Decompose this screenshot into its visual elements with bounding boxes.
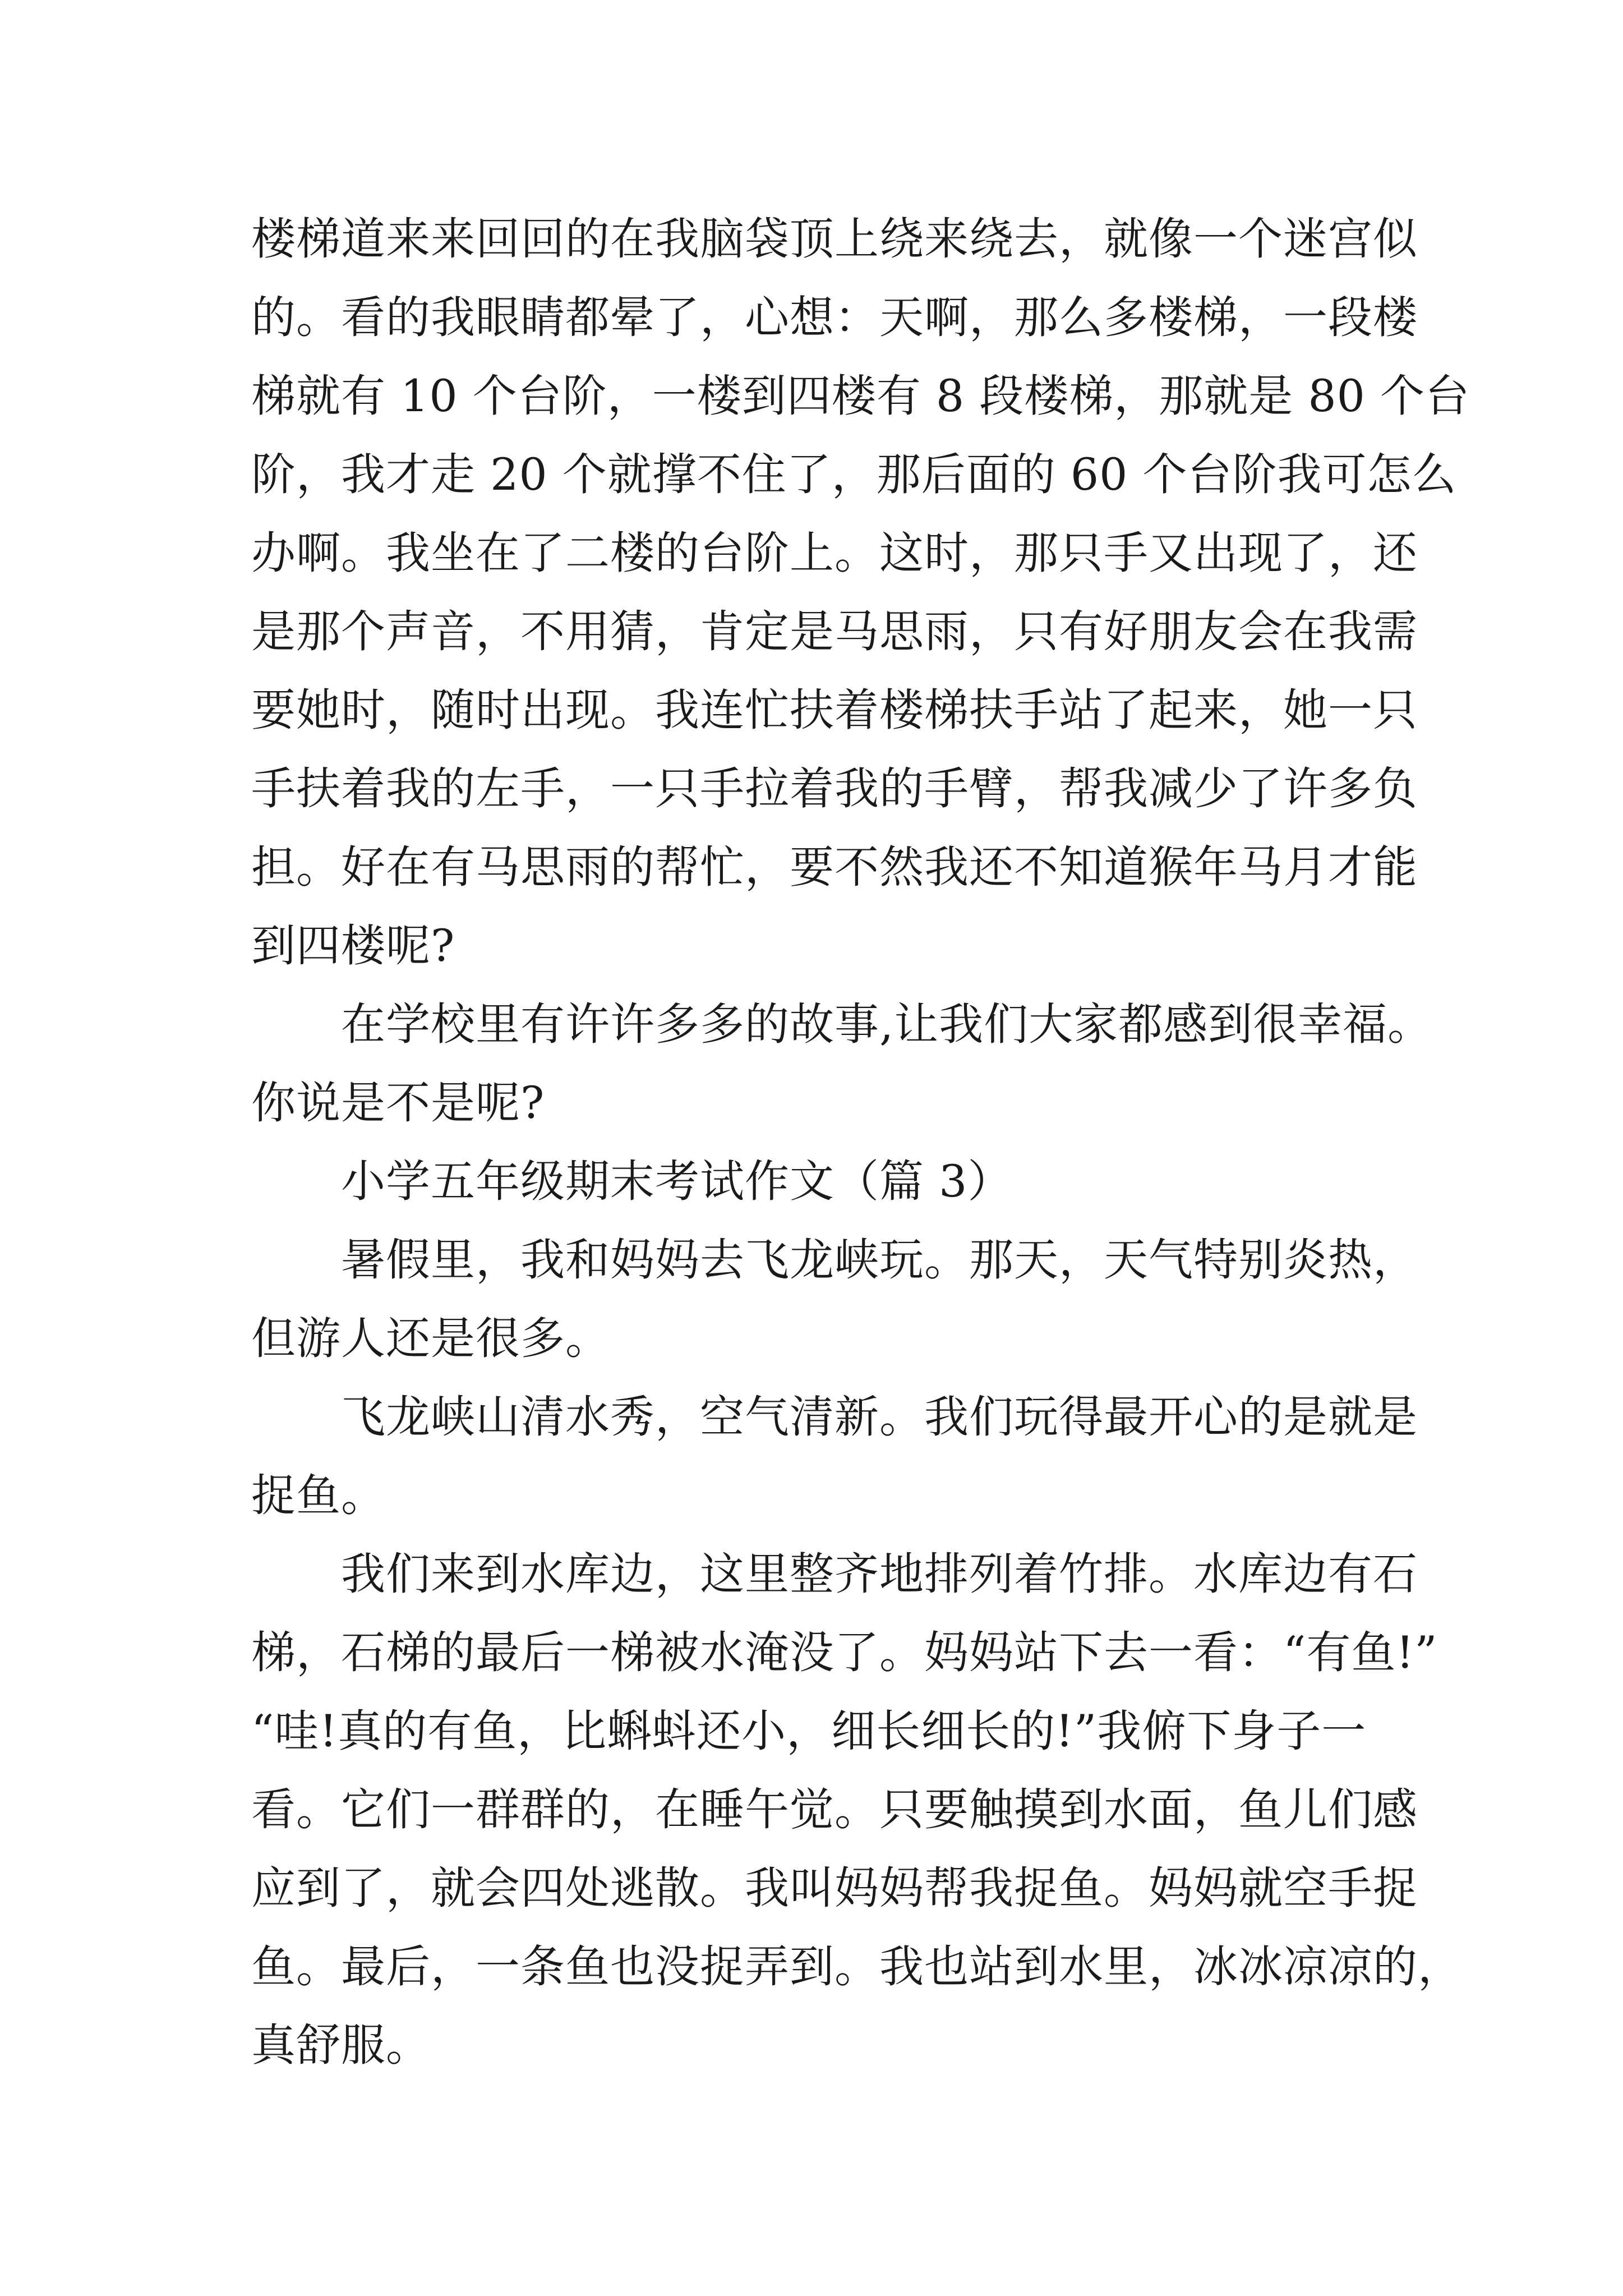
text-line: 担。好在有马思雨的帮忙，要不然我还不知道猴年马月才能 xyxy=(251,841,1418,893)
text-line: 梯，石梯的最后一梯被水淹没了。妈妈站下去一看：“有鱼!” xyxy=(251,1627,1438,1678)
paragraph-start-line: 我们来到水库边，这里整齐地排列着竹排。水库边有石 xyxy=(341,1548,1418,1600)
paragraph-start-line: 飞龙峡山清水秀，空气清新。我们玩得最开心的是就是 xyxy=(341,1391,1418,1443)
text-line: 要她时，随时出现。我连忙扶着楼梯扶手站了起来，她一只 xyxy=(251,684,1418,736)
text-line: 楼梯道来来回回的在我脑袋顶上绕来绕去，就像一个迷宫似 xyxy=(251,213,1418,265)
paragraph-start-line: 暑假里，我和妈妈去飞龙峡玩。那天，天气特别炎热， xyxy=(341,1234,1418,1286)
text-line: 办啊。我坐在了二楼的台阶上。这时，那只手又出现了，还 xyxy=(251,527,1418,579)
text-line: 是那个声音，不用猜，肯定是马思雨，只有好朋友会在我需 xyxy=(251,606,1418,657)
text-line: 但游人还是很多。 xyxy=(251,1313,610,1364)
text-line: 应到了，就会四处逃散。我叫妈妈帮我捉鱼。妈妈就空手捉 xyxy=(251,1862,1418,1914)
document-body xyxy=(251,200,1470,2085)
text-line: 到四楼呢? xyxy=(251,920,455,972)
paragraph-start-line: 在学校里有许许多多的故事,让我们大家都感到很幸福。 xyxy=(341,999,1433,1050)
text-line: 你说是不是呢? xyxy=(251,1077,545,1129)
text-line: 真舒服。 xyxy=(251,2019,431,2071)
text-line: 阶，我才走 20 个就撑不住了，那后面的 60 个台阶我可怎么 xyxy=(251,449,1457,500)
text-line: 看。它们一群群的，在睡午觉。只要触摸到水面，鱼儿们感 xyxy=(251,1784,1418,1835)
text-line: 梯就有 10 个台阶，一楼到四楼有 8 段楼梯，那就是 80 个台 xyxy=(251,370,1470,422)
text-line: “哇!真的有鱼，比蝌蚪还小，细长细长的!”我俯下身子一 xyxy=(251,1705,1367,1757)
text-line: 捉鱼。 xyxy=(251,1470,386,1521)
section-heading: 小学五年级期末考试作文（篇 3） xyxy=(341,1156,1013,1207)
text-line: 的。看的我眼睛都晕了，心想：天啊，那么多楼梯，一段楼 xyxy=(251,292,1418,343)
text-line: 手扶着我的左手，一只手拉着我的手臂，帮我减少了许多负 xyxy=(251,763,1418,815)
text-line: 鱼。最后，一条鱼也没捉弄到。我也站到水里，冰冰凉凉的， xyxy=(251,1941,1463,1993)
